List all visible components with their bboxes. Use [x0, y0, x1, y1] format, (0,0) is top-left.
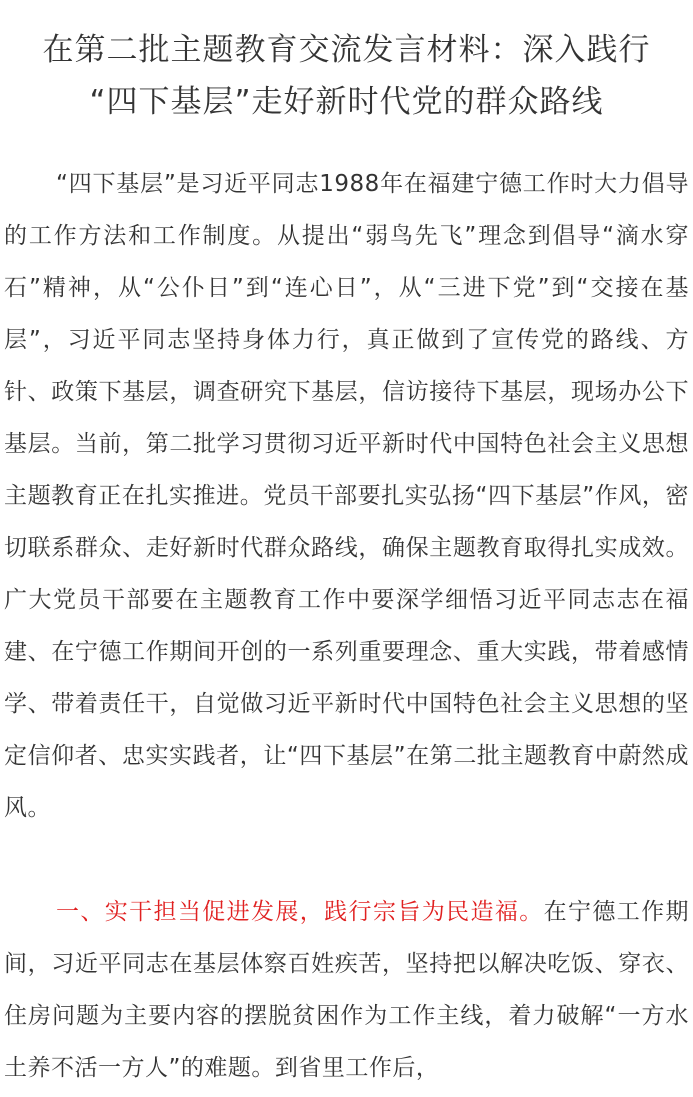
- paragraph-2: [0, 886, 693, 1094]
- section-heading-1: 一、实干担当促进发展，践行宗旨为民造福。: [56, 899, 544, 925]
- paragraph-2-text: 在宁德工作期间，习近平同志在基层体察百姓疾苦，坚持把以解决吃饭、穿衣、住房问题为主要内容的摆脱贫困作为工作主线，着力破解“一方水土养不活一方人”的难题。到省里工作后，: [4, 899, 690, 1081]
- title-line-1: 在第二批主题教育交流发言材料：深入践行: [42, 32, 651, 68]
- title-line-2: “四下基层”走好新时代党的群众路线: [89, 84, 604, 120]
- document-title: [0, 24, 693, 128]
- paragraph-1: “四下基层”是习近平同志1988年在福建宁德工作时大力倡导的工作方法和工作制度。从提出“弱鸟先飞”理念到倡导“滴水穿石”精神，从“公仆日”到“连心日”，从“三进下党”到“交接在基层”，习近平同志坚持身体力行，真正做到了宣传党的路线、方针、政策下基层，调查研究下基层，信访接待下基层，现场办公下基层。当前，第二批学习贯彻习近平新时代中国特色社会主义思想主题教育正在扎实推进。党员干部要扎实弘扬“四下基层”作风，密切联系群众、走好新时代群众路线，确保主题教育取得扎实成效。广大党员干部要在主题教育工作中要深学细悟习近平同志志在福建、在宁德工作期间开创的一系列重要理念、重大实践，带着感情学、带着责任干，自觉做习近平新时代中国特色社会主义思想的坚定信仰者、忠实实践者，让“四下基层”在第二批主题教育中蔚然成风。: [4, 171, 689, 821]
